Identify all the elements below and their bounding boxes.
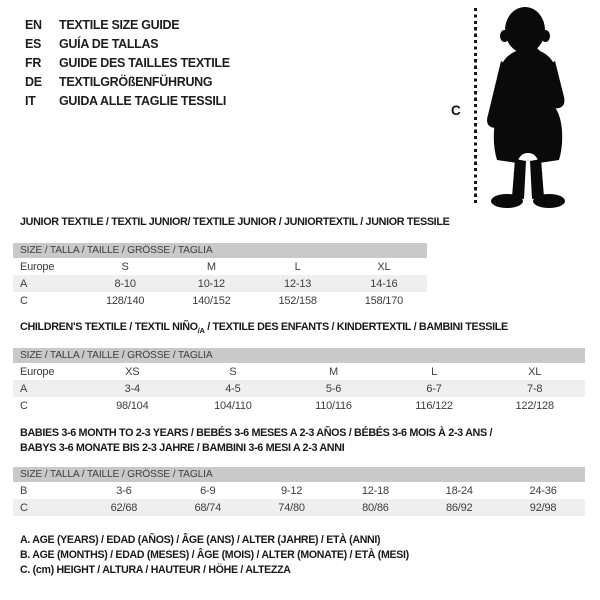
size-cell: XS: [125, 365, 140, 378]
size-cell: L: [294, 260, 301, 273]
babies-size-table: [13, 467, 585, 516]
size-cell: 158/170: [364, 294, 404, 307]
language-label: GUIDE DES TAILLES TEXTILE: [59, 55, 230, 70]
baby-silhouette-icon: [478, 3, 578, 211]
row-label: C: [20, 294, 28, 307]
row-label: C: [20, 501, 28, 514]
size-cell: 68/74: [194, 501, 221, 514]
size-cell: 12-13: [284, 277, 312, 290]
size-cell: 98/104: [116, 399, 149, 412]
table-row: [13, 499, 585, 516]
table-row: [13, 380, 585, 397]
row-label: Europe: [20, 365, 55, 378]
size-cell: 7-8: [527, 382, 543, 395]
section-title-junior: JUNIOR TEXTILE / TEXTIL JUNIOR/ TEXTILE JUNIOR / JUNIORTEXTIL / JUNIOR TESSILE: [20, 216, 450, 228]
language-row-de: [25, 72, 230, 91]
size-cell: XL: [528, 365, 542, 378]
footnote-a: A. AGE (YEARS) / EDAD (AÑOS) / ÂGE (ANS) / ALTER (JAHRE) / ETÀ (ANNI): [20, 534, 381, 546]
size-cell: 3-4: [124, 382, 140, 395]
footnote-c: C. (cm) HEIGHT / ALTURA / HAUTEUR / HÖHE / ALTEZZA: [20, 564, 291, 577]
size-header-bar: SIZE / TALLA / TAILLE / GRÖSSE / TAGLIA: [13, 243, 427, 258]
size-cell: S: [121, 260, 129, 273]
size-cell: 24-36: [529, 484, 557, 497]
size-cell: M: [329, 365, 338, 378]
size-cell: 116/122: [415, 399, 453, 412]
language-label: GUÍA DE TALLAS: [59, 36, 159, 51]
table-row: [13, 482, 585, 499]
language-code: IT: [25, 93, 36, 108]
size-cell: 140/152: [192, 294, 231, 307]
row-label: C: [20, 399, 28, 412]
size-cell: L: [431, 365, 438, 378]
language-label: TEXTILGRÖßENFÜHRUNG: [59, 74, 213, 89]
size-cell: 128/140: [105, 294, 145, 307]
size-cell: 122/128: [515, 399, 554, 412]
language-list: [25, 15, 230, 110]
language-code: DE: [25, 74, 42, 89]
row-label: A: [20, 382, 28, 395]
language-label: GUIDA ALLE TAGLIE TESSILI: [59, 93, 227, 108]
size-cell: M: [206, 260, 216, 273]
size-cell: 80/86: [362, 501, 389, 514]
language-row-fr: [25, 53, 230, 72]
size-cell: 110/116: [315, 399, 352, 412]
size-cell: 104/110: [214, 399, 252, 412]
size-table: [13, 482, 585, 516]
language-code: ES: [25, 36, 42, 51]
size-cell: 12-18: [361, 484, 389, 497]
footnote-legend: [20, 533, 409, 579]
title-line-1: BABIES 3-6 MONTH TO 2-3 YEARS / BEBÉS 3-6 MESES A 2-3 AÑOS / BÉBÉS 3-6 MOIS À 2-3 ANS /: [20, 427, 493, 439]
title-text: CHILDREN'S TEXTILE / TEXTIL NIÑO: [20, 321, 198, 333]
size-table: [13, 363, 585, 414]
title-subscript: /A: [197, 326, 205, 336]
size-cell: 14-16: [370, 277, 398, 290]
height-measure-dashed-line: [474, 8, 477, 206]
children-size-table: [13, 348, 585, 414]
size-cell: 10-12: [197, 277, 225, 290]
size-cell: 152/158: [278, 294, 317, 307]
table-row: [13, 275, 427, 292]
size-table: [13, 258, 427, 309]
table-row: [13, 258, 427, 275]
language-row-es: [25, 34, 230, 53]
height-measure-label: C: [451, 103, 461, 118]
language-code: FR: [25, 55, 42, 70]
table-row: [13, 363, 585, 380]
size-cell: 62/68: [110, 501, 138, 514]
size-cell: 6-7: [426, 382, 442, 395]
row-label: A: [20, 277, 28, 290]
size-header-bar: SIZE / TALLA / TAILLE / GRÖSSE / TAGLIA: [13, 348, 585, 363]
title-text: / TEXTILE DES ENFANTS / KINDERTEXTIL / BAMBINI TESSILE: [204, 321, 508, 333]
size-cell: 18-24: [445, 484, 473, 497]
table-row: [13, 292, 427, 309]
size-cell: 92/98: [529, 501, 557, 514]
size-header-bar: SIZE / TALLA / TAILLE / GRÖSSE / TAGLIA: [13, 467, 585, 482]
size-cell: S: [229, 365, 237, 378]
size-cell: 8-10: [114, 277, 136, 290]
size-cell: 9-12: [280, 484, 303, 497]
size-cell: 74/80: [278, 501, 305, 514]
size-cell: XL: [377, 260, 391, 273]
table-row: [13, 397, 585, 414]
section-title-babies: [20, 426, 492, 456]
row-label: Europe: [20, 260, 55, 273]
language-row-en: [25, 15, 230, 34]
size-cell: 4-5: [225, 382, 241, 395]
language-code: EN: [25, 17, 42, 32]
language-label: TEXTILE SIZE GUIDE: [59, 17, 180, 32]
size-cell: 6-9: [200, 484, 216, 497]
size-cell: 86/92: [445, 501, 473, 514]
language-row-it: [25, 91, 230, 110]
title-line-2: BABYS 3-6 MONATE BIS 2-3 JAHRE / BAMBINI 3-6 MESI A 2-3 ANNI: [20, 442, 345, 454]
footnote-b: B. AGE (MONTHS) / EDAD (MESES) / ÂGE (MOIS) / ALTER (MONATE) / ETÀ (MESI): [20, 549, 409, 562]
size-cell: 5-6: [325, 382, 342, 395]
size-cell: 3-6: [116, 484, 132, 497]
junior-size-table: [13, 243, 427, 309]
section-title-children: [20, 320, 508, 338]
row-label: B: [20, 484, 28, 497]
